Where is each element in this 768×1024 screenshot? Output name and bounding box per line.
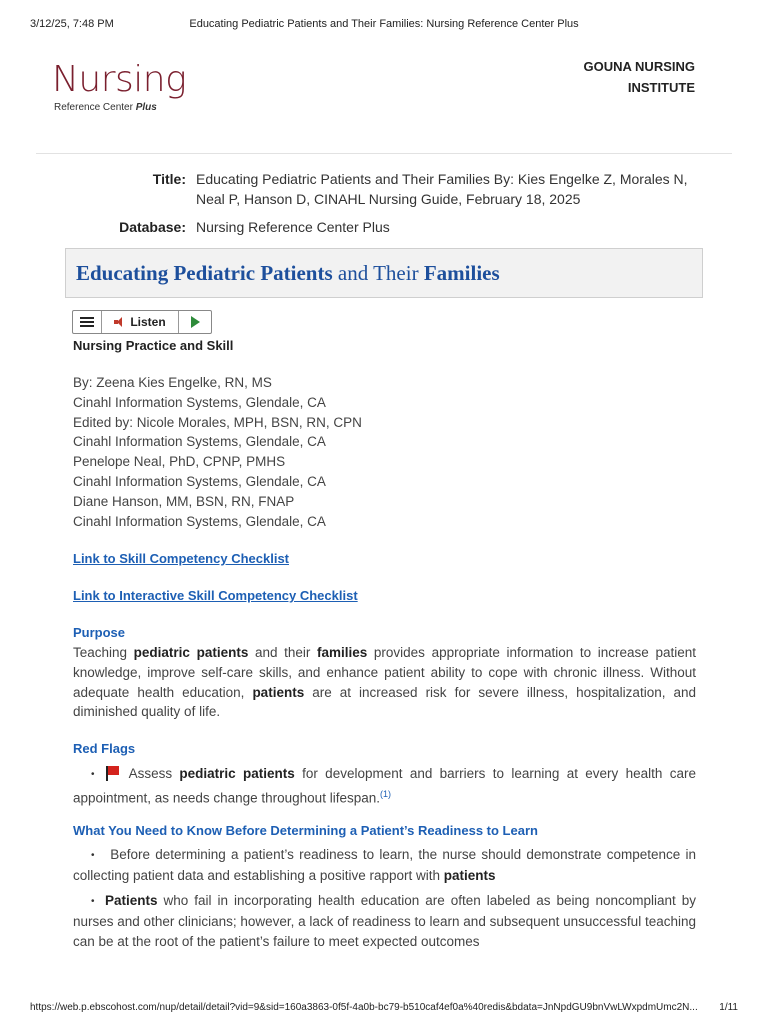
text-run: who fail in incorporating health education are often labeled as being noncompliant by nurses and other clinicians; however, a lack of readiness to learn and subsequent unsuccessful teaching can be at the root of the patient’s failure to meet expected outcomes — [73, 893, 696, 949]
red-flag-bullet — [73, 764, 696, 808]
author-line: Cinahl Information Systems, Glendale, CA — [73, 394, 326, 410]
listen-menu-button[interactable] — [73, 311, 102, 333]
title-value: Educating Pediatric Patients and Their Families By: Kies Engelke Z, Morales N, Neal P, Hanson D, CINAHL Nursing Guide, February 18, 2025 — [196, 171, 688, 207]
author-line: By: Zeena Kies Engelke, RN, MS — [73, 375, 272, 390]
listen-toolbar — [72, 310, 212, 334]
header-divider — [36, 153, 732, 154]
readiness-bullet-2 — [73, 891, 696, 951]
nursing-logo — [52, 59, 187, 113]
text-run: and their — [248, 645, 317, 660]
purpose-heading: Purpose — [73, 625, 126, 640]
logo-sub-emph: Plus — [135, 102, 157, 113]
page-number: 1/11 — [719, 1002, 738, 1013]
author-line: Cinahl Information Systems, Glendale, CA — [73, 434, 326, 450]
article-title — [76, 261, 500, 286]
print-datetime: 3/12/25, 7:48 PM — [30, 18, 114, 30]
text-run: provides appropriate information to increase patient knowledge, improve self-care skills, and enhance patient ability to cope with chronic illness. Without adequate health education, — [73, 645, 696, 700]
bold-run: pediatric patients — [179, 766, 295, 781]
author-list — [73, 373, 362, 531]
text-run: Assess — [122, 766, 180, 781]
institute-line2: INSTITUTE — [627, 80, 695, 95]
hamburger-icon — [80, 317, 94, 327]
logo-main: Nursing — [52, 59, 187, 100]
section-kicker: Nursing Practice and Skill — [73, 338, 234, 353]
bullet-dot: • — [91, 850, 95, 861]
article-title-part3: Families — [423, 261, 500, 285]
bold-run: patients — [443, 867, 496, 883]
speaker-icon — [114, 317, 126, 327]
article-title-part2: and Their — [332, 261, 424, 285]
interactive-checklist-link[interactable]: Link to Interactive Skill Competency Checklist — [73, 588, 358, 603]
purpose-paragraph — [73, 643, 696, 722]
author-line: Diane Hanson, MM, BSN, RN, FNAP — [73, 493, 295, 509]
red-flag-icon — [105, 766, 119, 780]
author-line: Cinahl Information Systems, Glendale, CA — [73, 473, 326, 489]
text-run: are at increased risk for severe illness, hospitalization, and diminished quality of life. — [73, 684, 696, 720]
title-label: Title: — [152, 171, 186, 187]
institute-line1: GOUNA NURSING — [583, 59, 695, 74]
bold-run: families — [317, 645, 368, 660]
article-title-banner — [65, 248, 703, 298]
database-label: Database: — [119, 219, 186, 235]
play-button[interactable] — [179, 311, 211, 333]
print-url: https://web.p.ebscohost.com/nup/detail/detail?vid=9&sid=160a3863-0f5f-4a0b-bc79-b510caf4ef0a%40redis&bdata=JnNpdGU9bnVwLWxpdmUmc2N... — [30, 1002, 698, 1013]
bold-run: patients — [252, 684, 305, 700]
listen-label: Listen — [130, 315, 166, 329]
author-line: Edited by: Nicole Morales, MPH, BSN, RN, CPN — [73, 414, 362, 430]
text-run: Before determining a patient’s readiness to learn, the nurse should demonstrate competence in collecting patient data and establishing a positive rapport with — [73, 847, 696, 883]
readiness-bullet-1 — [73, 845, 696, 886]
text-run: for development and barriers to learning at every health care appointment, as needs change throughout lifespan. — [73, 766, 696, 806]
readiness-heading: What You Need to Know Before Determining a Patient’s Readiness to Learn — [73, 823, 538, 838]
bold-run: Patients — [105, 893, 158, 908]
print-page-title: Educating Pediatric Patients and Their Families: Nursing Reference Center Plus — [189, 18, 579, 30]
red-flags-heading: Red Flags — [73, 741, 136, 756]
database-value: Nursing Reference Center Plus — [196, 219, 390, 235]
logo-sub-prefix: Reference Center — [54, 102, 136, 113]
text-run: Teaching — [73, 645, 134, 660]
skill-checklist-link[interactable]: Link to Skill Competency Checklist — [73, 551, 289, 566]
logo-sub — [52, 102, 186, 113]
bullet-dot: • — [91, 896, 95, 907]
article-title-part1: Educating Pediatric Patients — [76, 261, 333, 285]
author-line: Cinahl Information Systems, Glendale, CA — [73, 513, 326, 529]
institute-name — [584, 56, 695, 98]
author-line: Penelope Neal, PhD, CPNP, PMHS — [73, 454, 286, 470]
listen-button[interactable] — [102, 311, 179, 333]
bold-run: pediatric patients — [133, 645, 249, 660]
play-icon — [191, 316, 200, 328]
reference-link[interactable]: (1) — [379, 788, 391, 799]
bullet-dot: • — [91, 769, 95, 780]
